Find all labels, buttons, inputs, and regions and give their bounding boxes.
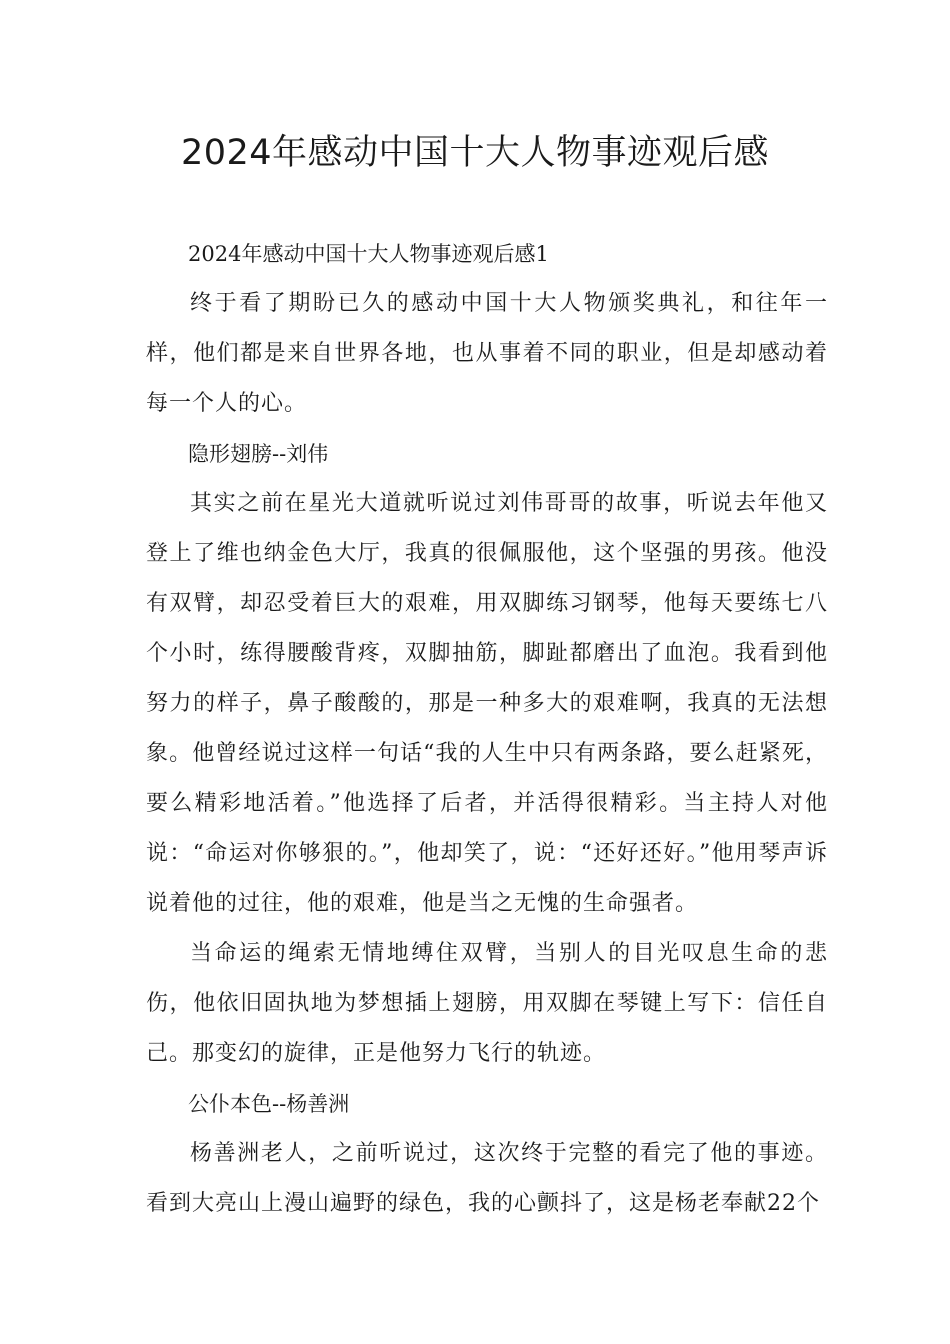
paragraph-yang-shanzhou-story: 杨善洲老人，之前听说过，这次终于完整的看完了他的事迹。看到大亮山上漫山遍野的绿色，我的心颤抖了，这是杨老奉献22个 [146, 1141, 828, 1216]
document-title: 2024年感动中国十大人物事迹观后感 [180, 133, 770, 173]
paragraph-intro: 终于看了期盼已久的感动中国十大人物颁奖典礼，和往年一样，他们都是来自世界各地，也从事着不同的职业，但是却感动着每一个人的心。 [146, 291, 828, 416]
paragraph-liu-wei-story: 其实之前在星光大道就听说过刘伟哥哥的故事，听说去年他又登上了维也纳金色大厅，我真的很佩服他，这个坚强的男孩。他没有双臂，却忍受着巨大的艰难，用双脚练习钢琴，他每天要练七八个小时，练得腰酸背疼，双脚抽筋，脚趾都磨出了血泡。我看到他努力的样子，鼻子酸酸的，那是一种多大的艰难啊，我真的无法想象。他曾经说过这样一句话“我的人生中只有两条路，要么赶紧死，要么精彩地活着。”他选择了后者，并活得很精彩。当主持人对他说：“命运对你够狠的。”，他却笑了，说：“还好还好。”他用琴声诉说着他的过往，他的艰难，他是当之无愧的生命强者。 [146, 491, 828, 916]
subheading-yang-shanzhou: 公仆本色--杨善洲 [188, 1092, 350, 1116]
paragraph-liu-wei-tribute: 当命运的绳索无情地缚住双臂，当别人的目光叹息生命的悲伤，他依旧固执地为梦想插上翅膀，用双脚在琴键上写下：信任自己。那变幻的旋律，正是他努力飞行的轨迹。 [146, 941, 828, 1066]
section-title: 2024年感动中国十大人物事迹观后感1 [188, 242, 549, 266]
subheading-liu-wei: 隐形翅膀--刘伟 [188, 442, 329, 466]
document-body [146, 229, 828, 1229]
